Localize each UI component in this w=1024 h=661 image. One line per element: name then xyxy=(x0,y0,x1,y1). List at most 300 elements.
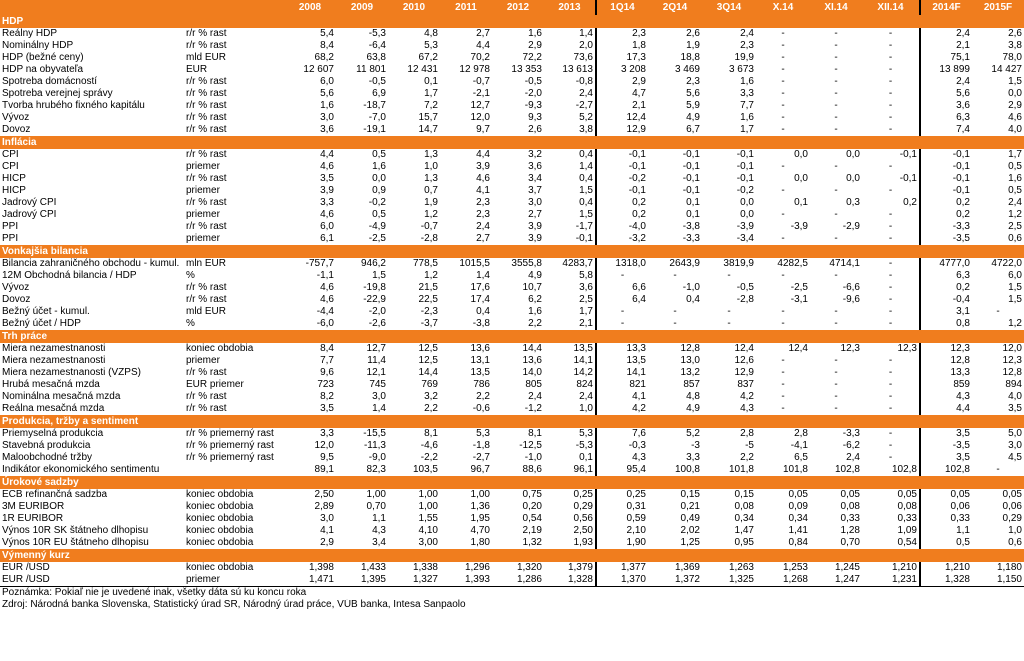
table-cell: - xyxy=(888,367,893,378)
table-cell: 1,338 xyxy=(412,562,438,573)
table-cell: 4,70 xyxy=(470,525,490,536)
table-cell: 1,1 xyxy=(920,525,972,537)
table-cell: 1,28 xyxy=(840,525,860,536)
table-cell: 2643,9 xyxy=(669,258,700,269)
table-cell: 1,2 xyxy=(1008,209,1022,220)
table-cell: 0,34 xyxy=(734,513,754,524)
table-cell: 13,1 xyxy=(470,355,490,366)
table-cell: - xyxy=(781,209,785,220)
column-header: 2012 xyxy=(492,0,544,15)
table-cell: 67,2 xyxy=(418,52,438,63)
row-unit: koniec obdobia xyxy=(186,501,254,512)
footnote-row xyxy=(0,599,1024,611)
table-cell: 5,3 xyxy=(579,428,593,439)
table-cell: - xyxy=(727,270,731,281)
footnote-row xyxy=(0,587,1024,600)
row-unit: priemer xyxy=(186,209,220,220)
table-cell: -3,3 xyxy=(920,221,972,233)
table-cell: 9,6 xyxy=(320,367,334,378)
table-cell: - xyxy=(781,355,785,366)
table-cell: 0,06 xyxy=(1002,501,1022,512)
table-cell: 0,2 xyxy=(920,282,972,294)
table-cell: 3,7 xyxy=(528,185,542,196)
table-cell: 0,56 xyxy=(573,513,593,524)
table-cell: 3,8 xyxy=(579,124,593,135)
table-cell: -3 xyxy=(691,440,700,451)
table-cell: 4722,0 xyxy=(991,258,1022,269)
table-cell: - xyxy=(834,76,838,87)
row-unit: r/r % rast xyxy=(186,112,227,123)
table-cell: 0,5 xyxy=(1008,161,1022,172)
table-cell: -2,7 xyxy=(575,100,593,111)
table-cell: 1,268 xyxy=(782,574,808,585)
table-cell: 4,6 xyxy=(320,294,334,305)
table-cell: - xyxy=(888,221,893,232)
table-cell: 0,95 xyxy=(734,537,754,548)
table-cell: 0,08 xyxy=(734,501,754,512)
table-cell: 1,296 xyxy=(464,562,490,573)
table-cell: 5,4 xyxy=(320,28,334,39)
table-cell: 1,5 xyxy=(579,209,593,220)
table-cell: -1,0 xyxy=(524,452,542,463)
table-cell: 1,3 xyxy=(424,173,438,184)
table-cell: 0,5 xyxy=(372,149,386,160)
table-cell: - xyxy=(888,258,893,269)
table-cell: 8,4 xyxy=(320,343,334,354)
table-cell: -0,1 xyxy=(920,173,972,185)
row-unit: mln EUR xyxy=(186,258,227,269)
table-row xyxy=(0,270,1024,282)
table-row xyxy=(0,185,1024,197)
row-unit: r/r % rast xyxy=(186,391,227,402)
row-label: Výnos 10R SK štátneho dlhopisu xyxy=(2,525,149,536)
table-cell: -2,5 xyxy=(790,282,808,293)
row-unit: % xyxy=(186,270,195,281)
table-cell: 19,9 xyxy=(734,52,754,63)
table-cell: 1,471 xyxy=(308,574,334,585)
table-cell: 0,4 xyxy=(686,294,700,305)
table-cell: 3,6 xyxy=(528,161,542,172)
row-label: EUR /USD xyxy=(2,574,50,585)
table-cell: 2,10 xyxy=(596,525,648,537)
table-cell: - xyxy=(888,76,893,87)
table-cell: 13,0 xyxy=(680,355,700,366)
table-cell: 0,1 xyxy=(424,76,438,87)
table-cell: 1,6 xyxy=(528,306,542,317)
table-cell: 3 673 xyxy=(728,64,754,75)
table-cell: -6,4 xyxy=(368,40,386,51)
table-cell: 3 469 xyxy=(674,64,700,75)
table-row xyxy=(0,391,1024,403)
table-cell: -0,1 xyxy=(899,173,917,184)
table-cell: 12,0 xyxy=(1002,343,1022,354)
table-cell: 0,33 xyxy=(897,513,917,524)
table-cell: 0,09 xyxy=(788,501,808,512)
table-cell: -0,1 xyxy=(596,161,648,173)
table-cell: -1,8 xyxy=(472,440,490,451)
row-label: Dovoz xyxy=(2,124,31,135)
table-cell: 4,6 xyxy=(320,209,334,220)
table-row xyxy=(0,76,1024,88)
row-label: Maloobchodné tržby xyxy=(2,452,93,463)
table-cell: 12,8 xyxy=(680,343,700,354)
table-cell: 2,0 xyxy=(579,40,593,51)
table-cell: 12,5 xyxy=(418,343,438,354)
section-header xyxy=(0,136,1024,149)
table-cell: 0,15 xyxy=(680,489,700,500)
table-cell: 6,0 xyxy=(320,76,334,87)
table-row xyxy=(0,173,1024,185)
table-cell: 821 xyxy=(596,379,648,391)
table-cell: 1,1 xyxy=(372,513,386,524)
column-header: 2008 xyxy=(284,0,336,15)
column-header: 2009 xyxy=(336,0,388,15)
table-cell: 2,7 xyxy=(476,233,490,244)
section-header xyxy=(0,15,1024,28)
section-header xyxy=(0,330,1024,343)
table-cell: 1,328 xyxy=(567,574,593,585)
table-cell: 3,0 xyxy=(372,391,386,402)
table-cell: 0,70 xyxy=(840,537,860,548)
table-row xyxy=(0,197,1024,209)
table-cell: 0,25 xyxy=(596,489,648,501)
table-row xyxy=(0,294,1024,306)
table-cell: - xyxy=(781,100,785,111)
table-row xyxy=(0,100,1024,112)
footnote-source: Zdroj: Národná banka Slovenska, Štatistický úrad SR, Národný úrad práce, VÚB banka, Intesa Sanpaolo xyxy=(2,599,466,610)
table-cell: 14,0 xyxy=(522,367,542,378)
table-cell: 8,1 xyxy=(424,428,438,439)
table-cell: -0,6 xyxy=(472,403,490,414)
table-row xyxy=(0,282,1024,294)
table-cell: -6,6 xyxy=(842,282,860,293)
table-cell: -2,8 xyxy=(736,294,754,305)
table-cell: 5,8 xyxy=(579,270,593,281)
table-cell: -0,1 xyxy=(596,185,648,197)
table-cell: 17,4 xyxy=(470,294,490,305)
header-row xyxy=(0,0,1024,15)
column-header: 2013 xyxy=(544,0,596,15)
table-cell: 4,7 xyxy=(596,88,648,100)
table-cell: 0,9 xyxy=(372,185,386,196)
table-cell: 12,3 xyxy=(1002,355,1022,366)
table-cell: -1,7 xyxy=(575,221,593,232)
table-cell: - xyxy=(727,318,731,329)
table-cell: 3,6 xyxy=(920,100,972,112)
table-cell: 12,3 xyxy=(840,343,860,354)
row-label: Spotreba domácností xyxy=(2,76,98,87)
row-unit: r/r % rast xyxy=(186,149,227,160)
table-cell: 8,1 xyxy=(528,428,542,439)
table-cell: -0,1 xyxy=(682,173,700,184)
table-cell: 13,2 xyxy=(680,367,700,378)
table-cell: 2,4 xyxy=(476,221,490,232)
row-unit: r/r % rast xyxy=(186,294,227,305)
table-cell: 0,08 xyxy=(897,501,917,512)
table-cell: 0,49 xyxy=(680,513,700,524)
table-cell: -9,3 xyxy=(524,100,542,111)
table-cell: - xyxy=(888,88,893,99)
table-cell: 1,00 xyxy=(418,489,438,500)
table-cell: 0,29 xyxy=(573,501,593,512)
table-cell: 1,398 xyxy=(308,562,334,573)
table-cell: 1,00 xyxy=(418,501,438,512)
table-cell: 4,9 xyxy=(528,270,542,281)
table-cell: 3,8 xyxy=(1008,40,1022,51)
table-cell: 13 353 xyxy=(511,64,542,75)
row-unit: r/r % rast xyxy=(186,221,227,232)
table-cell: -0,5 xyxy=(736,282,754,293)
table-cell: 13,6 xyxy=(522,355,542,366)
table-cell: - xyxy=(888,112,893,123)
table-cell: 3,5 xyxy=(920,428,972,440)
table-cell: 4,2 xyxy=(740,391,754,402)
table-cell: 2,4 xyxy=(579,88,593,99)
table-cell: 4,0 xyxy=(1008,391,1022,402)
row-unit: koniec obdobia xyxy=(186,525,254,536)
table-cell: -0,7 xyxy=(420,221,438,232)
table-cell: -3,9 xyxy=(736,221,754,232)
table-cell: 2,19 xyxy=(522,525,542,536)
column-header: XI.14 xyxy=(810,0,862,15)
table-cell: -22,9 xyxy=(363,294,386,305)
table-cell: 17,3 xyxy=(596,52,648,64)
table-cell: 14,1 xyxy=(596,367,648,379)
table-cell: - xyxy=(888,233,893,244)
table-row xyxy=(0,501,1024,513)
table-cell: 0,0 xyxy=(1008,88,1022,99)
table-cell: 102,8 xyxy=(834,464,860,475)
table-cell: 1,7 xyxy=(579,306,593,317)
table-cell: 0,0 xyxy=(846,149,860,160)
table-cell: 12,8 xyxy=(1002,367,1022,378)
table-cell: 6,3 xyxy=(920,270,972,282)
table-cell: 1,00 xyxy=(470,489,490,500)
table-cell: 0,5 xyxy=(1008,185,1022,196)
table-cell: -19,1 xyxy=(363,124,386,135)
column-header-blank xyxy=(184,0,284,15)
table-cell: 3,3 xyxy=(320,197,334,208)
table-cell: -7,0 xyxy=(368,112,386,123)
table-cell: -2,9 xyxy=(842,221,860,232)
section-title: Produkcia, tržby a sentiment xyxy=(0,415,1024,428)
table-cell: -3,8 xyxy=(682,221,700,232)
table-cell: 2,5 xyxy=(1008,221,1022,232)
table-cell: 1,41 xyxy=(788,525,808,536)
table-row xyxy=(0,355,1024,367)
table-cell: -11,3 xyxy=(363,440,386,451)
table-cell: 0,25 xyxy=(573,489,593,500)
table-row xyxy=(0,367,1024,379)
table-cell: 6,6 xyxy=(596,282,648,294)
table-cell: 1,7 xyxy=(424,88,438,99)
table-cell: 4,6 xyxy=(476,173,490,184)
table-cell: -18,7 xyxy=(363,100,386,111)
table-cell: - xyxy=(888,379,893,390)
table-cell: 1,4 xyxy=(579,161,593,172)
table-cell: - xyxy=(673,306,677,317)
table-cell: 1,95 xyxy=(470,513,490,524)
table-cell: -0,5 xyxy=(524,76,542,87)
column-header: 2010 xyxy=(388,0,440,15)
table-cell: -19,8 xyxy=(363,282,386,293)
table-cell: - xyxy=(834,391,838,402)
row-label: Stavebná produkcia xyxy=(2,440,91,451)
table-cell: 3,2 xyxy=(424,391,438,402)
table-cell: 5,3 xyxy=(424,40,438,51)
table-cell: - xyxy=(834,40,838,51)
table-cell: 78,0 xyxy=(1002,52,1022,63)
table-cell: - xyxy=(781,233,785,244)
table-cell: 5,6 xyxy=(920,88,972,100)
table-cell: 1,247 xyxy=(834,574,860,585)
section-title: HDP xyxy=(0,15,1024,28)
column-header: 2014F xyxy=(920,0,972,15)
table-cell: 3,00 xyxy=(418,537,438,548)
table-cell: 3,0 xyxy=(1008,440,1022,451)
row-unit: koniec obdobia xyxy=(186,562,254,573)
table-cell: 11,4 xyxy=(367,355,386,366)
table-cell: 12,7 xyxy=(366,343,386,354)
table-cell: 0,2 xyxy=(903,197,917,208)
footnote-note: Poznámka: Pokiaľ nie je uvedené inak, všetky dáta sú ku koncu roka xyxy=(0,587,1024,600)
table-cell: 0,06 xyxy=(920,501,972,513)
table-cell: -3,3 xyxy=(682,233,700,244)
table-cell: - xyxy=(834,318,838,329)
table-cell: 68,2 xyxy=(314,52,334,63)
row-label: PPI xyxy=(2,233,19,244)
table-cell: - xyxy=(834,355,838,366)
table-cell: 4,4 xyxy=(320,149,334,160)
table-cell: 1,150 xyxy=(996,574,1022,585)
row-unit: r/r % rast xyxy=(186,76,227,87)
row-label: Jadrový CPI xyxy=(2,197,57,208)
table-cell: 5,6 xyxy=(320,88,334,99)
table-cell: 0,2 xyxy=(596,197,648,209)
table-cell: 778,5 xyxy=(412,258,438,269)
table-cell: 0,8 xyxy=(920,318,972,330)
table-row xyxy=(0,161,1024,173)
table-cell: 5,9 xyxy=(686,100,700,111)
row-unit: r/r % priemerný rast xyxy=(186,428,274,439)
table-cell: 1,6 xyxy=(320,100,334,111)
table-cell: 1,55 xyxy=(418,513,438,524)
table-cell: -3,1 xyxy=(790,294,808,305)
table-cell: 786 xyxy=(473,379,490,390)
table-cell: 4,8 xyxy=(424,28,438,39)
table-cell: -2,8 xyxy=(420,233,438,244)
table-cell: 0,20 xyxy=(522,501,542,512)
table-cell: 0,6 xyxy=(1008,537,1022,548)
row-unit: mld EUR xyxy=(186,306,227,317)
row-label: HICP xyxy=(2,173,26,184)
table-cell: 0,05 xyxy=(897,489,917,500)
table-row xyxy=(0,221,1024,233)
table-cell: 0,0 xyxy=(740,197,754,208)
row-label: Hrubá mesačná mzda xyxy=(2,379,100,390)
row-unit: priemer xyxy=(186,161,220,172)
table-cell: -0,3 xyxy=(596,440,648,452)
table-cell: 0,05 xyxy=(788,489,808,500)
table-cell: - xyxy=(996,306,1000,317)
table-cell: 12,3 xyxy=(897,343,917,354)
table-cell: - xyxy=(781,112,785,123)
table-cell: 12,8 xyxy=(920,355,972,367)
table-cell: 2,8 xyxy=(740,428,754,439)
table-row xyxy=(0,124,1024,136)
table-cell: 0,05 xyxy=(920,489,972,501)
table-cell: 4,0 xyxy=(1008,124,1022,135)
table-cell: - xyxy=(888,428,893,439)
table-cell: 5,6 xyxy=(686,88,700,99)
table-cell: 1,369 xyxy=(674,562,700,573)
table-cell: 1,32 xyxy=(522,537,542,548)
table-row xyxy=(0,52,1024,64)
table-cell: 6,0 xyxy=(1008,270,1022,281)
table-cell: 0,1 xyxy=(794,197,808,208)
table-cell: 0,54 xyxy=(897,537,917,548)
column-header: 1Q14 xyxy=(596,0,648,15)
table-cell: 4,1 xyxy=(476,185,490,196)
table-cell: - xyxy=(888,52,893,63)
table-cell: -9,0 xyxy=(368,452,386,463)
table-cell: -2,2 xyxy=(420,452,438,463)
table-cell: - xyxy=(781,52,785,63)
table-row xyxy=(0,258,1024,270)
table-cell: - xyxy=(596,318,648,330)
table-cell: 894 xyxy=(1005,379,1022,390)
table-cell: - xyxy=(781,88,785,99)
table-cell: 0,6 xyxy=(1008,233,1022,244)
row-unit: r/r % priemerný rast xyxy=(186,440,274,451)
table-cell: 0,5 xyxy=(920,537,972,549)
table-cell: 2,1 xyxy=(920,40,972,52)
table-cell: -0,1 xyxy=(920,161,972,173)
table-cell: 13,5 xyxy=(596,355,648,367)
table-cell: 6,9 xyxy=(372,88,386,99)
table-cell: 6,3 xyxy=(920,112,972,124)
row-label: Spotreba verejnej správy xyxy=(2,88,113,99)
table-cell: -0,5 xyxy=(368,76,386,87)
table-cell: 7,7 xyxy=(740,100,754,111)
table-cell: 70,2 xyxy=(470,52,490,63)
table-cell: 1,6 xyxy=(1008,173,1022,184)
table-cell: 1,180 xyxy=(996,562,1022,573)
table-cell: 1,90 xyxy=(596,537,648,549)
table-cell: 2,2 xyxy=(740,452,754,463)
table-cell: 3,1 xyxy=(920,306,972,318)
table-cell: - xyxy=(673,270,677,281)
table-cell: 0,4 xyxy=(579,197,593,208)
table-cell: - xyxy=(834,185,838,196)
table-cell: 0,4 xyxy=(476,306,490,317)
table-cell: 73,6 xyxy=(573,52,593,63)
table-cell: 745 xyxy=(369,379,386,390)
table-cell: 13,6 xyxy=(470,343,490,354)
table-cell: 100,8 xyxy=(674,464,700,475)
table-cell: -12,5 xyxy=(519,440,542,451)
row-unit: koniec obdobia xyxy=(186,513,254,524)
table-cell: 2,6 xyxy=(686,28,700,39)
table-cell: 2,4 xyxy=(1008,197,1022,208)
table-cell: -0,1 xyxy=(682,149,700,160)
table-row xyxy=(0,537,1024,549)
row-label: CPI xyxy=(2,161,19,172)
table-cell: 1,325 xyxy=(728,574,754,585)
table-cell: 18,8 xyxy=(680,52,700,63)
table-cell: 4,4 xyxy=(476,149,490,160)
table-cell: -0,1 xyxy=(899,149,917,160)
